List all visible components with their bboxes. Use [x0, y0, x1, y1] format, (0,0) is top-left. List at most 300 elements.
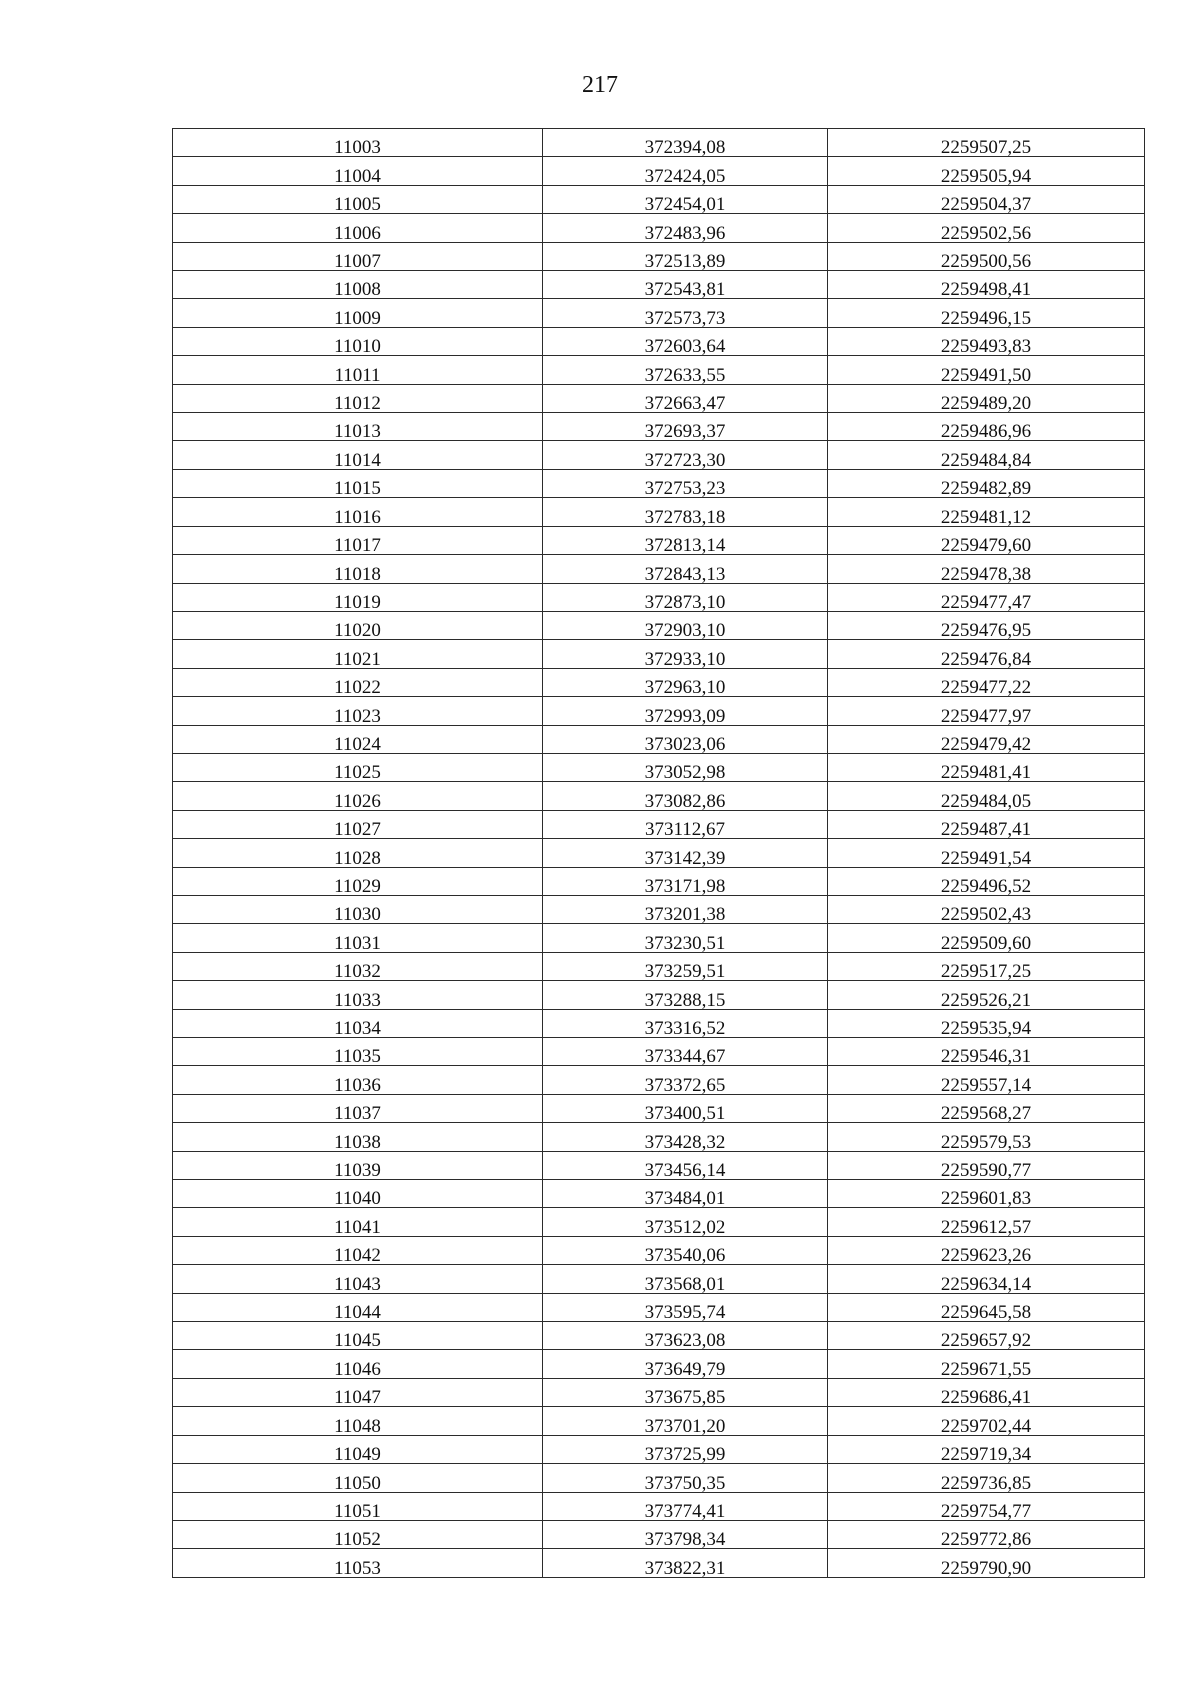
point-number-cell — [173, 1549, 543, 1577]
table-row — [173, 299, 1145, 327]
cell-text: 11038 — [334, 1131, 381, 1153]
cell-text: 11030 — [334, 904, 381, 926]
point-number-cell — [173, 1520, 543, 1551]
cell-text: 373142,39 — [644, 847, 726, 869]
y-coordinate-cell — [828, 810, 1145, 841]
table-row — [173, 867, 1145, 895]
cell-text: 372573,73 — [644, 307, 726, 329]
y-coordinate-cell — [828, 129, 1145, 157]
table-row — [173, 583, 1145, 611]
cell-text: 372454,01 — [644, 194, 726, 216]
point-number-cell — [173, 1322, 543, 1350]
cell-text: 11044 — [334, 1302, 381, 1324]
x-coordinate-cell — [543, 668, 828, 699]
cell-text: 2259579,53 — [940, 1131, 1032, 1153]
x-coordinate-cell — [543, 611, 828, 642]
y-coordinate-cell — [828, 697, 1145, 725]
cell-text: 2259500,56 — [940, 251, 1032, 273]
y-coordinate-cell — [828, 952, 1145, 983]
x-coordinate-cell — [543, 356, 828, 384]
cell-text: 11022 — [334, 677, 381, 699]
point-number-cell — [173, 725, 543, 753]
x-coordinate-cell — [543, 1038, 828, 1066]
x-coordinate-cell — [543, 1236, 828, 1267]
y-coordinate-cell — [828, 1549, 1145, 1577]
table-row — [173, 640, 1145, 668]
cell-text: 11025 — [334, 762, 381, 784]
y-coordinate-cell — [828, 185, 1145, 216]
cell-text: 11048 — [334, 1415, 381, 1437]
table-row — [173, 1236, 1145, 1264]
cell-text: 373512,02 — [644, 1216, 726, 1238]
x-coordinate-cell — [543, 299, 828, 327]
x-coordinate-cell — [543, 441, 828, 469]
y-coordinate-cell — [828, 1123, 1145, 1151]
cell-text: 373701,20 — [644, 1415, 726, 1437]
y-coordinate-cell — [828, 526, 1145, 557]
table-row — [173, 413, 1145, 441]
y-coordinate-cell — [828, 1520, 1145, 1551]
x-coordinate-cell — [543, 583, 828, 611]
table-row — [173, 1378, 1145, 1406]
table-row — [173, 782, 1145, 810]
cell-text: 11014 — [334, 449, 381, 471]
point-number-cell — [173, 271, 543, 299]
cell-text: 11005 — [334, 194, 381, 216]
x-coordinate-cell — [543, 327, 828, 358]
point-number-cell — [173, 1464, 543, 1492]
cell-text: 2259702,44 — [940, 1415, 1032, 1437]
x-coordinate-cell — [543, 384, 828, 415]
cell-text: 2259479,42 — [940, 733, 1032, 755]
cell-text: 2259477,47 — [940, 591, 1032, 613]
point-number-cell — [173, 441, 543, 469]
cell-text: 11043 — [334, 1273, 381, 1295]
x-coordinate-cell — [543, 1378, 828, 1409]
table-row — [173, 185, 1145, 213]
x-coordinate-cell — [543, 469, 828, 500]
y-coordinate-cell — [828, 555, 1145, 583]
y-coordinate-cell — [828, 924, 1145, 952]
cell-text: 2259623,26 — [940, 1245, 1032, 1267]
point-number-cell — [173, 981, 543, 1009]
table-row — [173, 469, 1145, 497]
y-coordinate-cell — [828, 867, 1145, 895]
table-row — [173, 1180, 1145, 1208]
cell-text: 11004 — [334, 165, 381, 187]
cell-text: 11023 — [334, 705, 381, 727]
y-coordinate-cell — [828, 384, 1145, 415]
point-number-cell — [173, 413, 543, 441]
y-coordinate-cell — [828, 356, 1145, 384]
cell-text: 11018 — [334, 563, 381, 585]
cell-text: 2259645,58 — [940, 1302, 1032, 1324]
point-number-cell — [173, 1123, 543, 1151]
cell-text: 372424,05 — [644, 165, 726, 187]
cell-text: 2259498,41 — [940, 279, 1032, 301]
cell-text: 11052 — [334, 1529, 381, 1551]
table-row — [173, 697, 1145, 725]
x-coordinate-cell — [543, 981, 828, 1009]
y-coordinate-cell — [828, 1378, 1145, 1409]
cell-text: 11024 — [334, 733, 381, 755]
point-number-cell — [173, 583, 543, 611]
cell-text: 2259790,90 — [940, 1557, 1032, 1579]
cell-text: 11050 — [334, 1472, 381, 1494]
x-coordinate-cell — [543, 924, 828, 952]
point-number-cell — [173, 185, 543, 216]
x-coordinate-cell — [543, 1123, 828, 1151]
x-coordinate-cell — [543, 1293, 828, 1324]
cell-text: 372753,23 — [644, 478, 726, 500]
cell-text: 372963,10 — [644, 677, 726, 699]
x-coordinate-cell — [543, 753, 828, 784]
cell-text: 372843,13 — [644, 563, 726, 585]
x-coordinate-cell — [543, 1066, 828, 1094]
y-coordinate-cell — [828, 839, 1145, 867]
point-number-cell — [173, 753, 543, 784]
cell-text: 373316,52 — [644, 1018, 726, 1039]
cell-text: 2259736,85 — [940, 1472, 1032, 1494]
table-row — [173, 753, 1145, 781]
table-row — [173, 1009, 1145, 1037]
cell-text: 2259754,77 — [940, 1500, 1032, 1522]
cell-text: 2259507,25 — [940, 137, 1032, 159]
table-row — [173, 1265, 1145, 1293]
cell-text: 373568,01 — [644, 1273, 726, 1295]
x-coordinate-cell — [543, 498, 828, 526]
cell-text: 373288,15 — [644, 989, 726, 1011]
x-coordinate-cell — [543, 640, 828, 668]
point-number-cell — [173, 242, 543, 273]
y-coordinate-cell — [828, 1293, 1145, 1324]
cell-text: 2259496,52 — [940, 875, 1032, 897]
cell-text: 372633,55 — [644, 364, 726, 386]
y-coordinate-cell — [828, 242, 1145, 273]
cell-text: 11003 — [334, 137, 381, 159]
cell-text: 11017 — [334, 535, 381, 557]
cell-text: 11020 — [334, 620, 381, 642]
x-coordinate-cell — [543, 526, 828, 557]
point-number-cell — [173, 924, 543, 952]
cell-text: 2259535,94 — [940, 1018, 1032, 1039]
cell-text: 372693,37 — [644, 421, 726, 443]
y-coordinate-cell — [828, 1492, 1145, 1520]
table-row — [173, 384, 1145, 412]
point-number-cell — [173, 498, 543, 526]
cell-text: 372394,08 — [644, 137, 726, 159]
coordinates-table — [172, 128, 1145, 1578]
x-coordinate-cell — [543, 839, 828, 867]
table-row — [173, 895, 1145, 923]
cell-text: 2259489,20 — [940, 393, 1032, 415]
y-coordinate-cell — [828, 1151, 1145, 1182]
x-coordinate-cell — [543, 1464, 828, 1492]
point-number-cell — [173, 1435, 543, 1466]
x-coordinate-cell — [543, 271, 828, 299]
cell-text: 2259484,05 — [940, 790, 1032, 812]
y-coordinate-cell — [828, 1236, 1145, 1267]
table-row — [173, 1407, 1145, 1435]
y-coordinate-cell — [828, 1094, 1145, 1125]
coordinates-table-body — [173, 129, 1145, 1578]
point-number-cell — [173, 697, 543, 725]
cell-text: 372813,14 — [644, 535, 726, 557]
x-coordinate-cell — [543, 782, 828, 810]
cell-text: 373456,14 — [644, 1160, 726, 1182]
y-coordinate-cell — [828, 413, 1145, 441]
point-number-cell — [173, 867, 543, 895]
y-coordinate-cell — [828, 1208, 1145, 1236]
point-number-cell — [173, 157, 543, 185]
y-coordinate-cell — [828, 753, 1145, 784]
cell-text: 372513,89 — [644, 251, 726, 273]
table-row — [173, 1094, 1145, 1122]
cell-text: 11015 — [334, 478, 381, 500]
cell-text: 2259502,43 — [940, 904, 1032, 926]
table-row — [173, 1322, 1145, 1350]
cell-text: 11012 — [334, 393, 381, 415]
x-coordinate-cell — [543, 1208, 828, 1236]
table-row — [173, 725, 1145, 753]
cell-text: 373595,74 — [644, 1302, 726, 1324]
cell-text: 2259546,31 — [940, 1046, 1032, 1068]
y-coordinate-cell — [828, 1407, 1145, 1435]
cell-text: 2259491,54 — [940, 847, 1032, 869]
point-number-cell — [173, 214, 543, 242]
table-row — [173, 1464, 1145, 1492]
cell-text: 2259686,41 — [940, 1387, 1032, 1409]
y-coordinate-cell — [828, 668, 1145, 699]
x-coordinate-cell — [543, 1435, 828, 1466]
cell-text: 372723,30 — [644, 449, 726, 471]
cell-text: 2259476,84 — [940, 648, 1032, 670]
cell-text: 11016 — [334, 506, 381, 528]
cell-text: 2259477,22 — [940, 677, 1032, 699]
cell-text: 372873,10 — [644, 591, 726, 613]
y-coordinate-cell — [828, 469, 1145, 500]
cell-text: 11007 — [334, 251, 381, 273]
cell-text: 11049 — [334, 1444, 381, 1466]
point-number-cell — [173, 668, 543, 699]
point-number-cell — [173, 952, 543, 983]
cell-text: 11040 — [334, 1188, 381, 1210]
point-number-cell — [173, 1066, 543, 1094]
table-row — [173, 1123, 1145, 1151]
point-number-cell — [173, 1180, 543, 1208]
point-number-cell — [173, 299, 543, 327]
cell-text: 11047 — [334, 1387, 381, 1409]
cell-text: 2259478,38 — [940, 563, 1032, 585]
table-row — [173, 1520, 1145, 1548]
cell-text: 11021 — [334, 648, 381, 670]
cell-text: 2259479,60 — [940, 535, 1032, 557]
y-coordinate-cell — [828, 1265, 1145, 1293]
cell-text: 372603,64 — [644, 336, 726, 358]
y-coordinate-cell — [828, 1038, 1145, 1066]
table-row — [173, 1549, 1145, 1577]
table-row — [173, 555, 1145, 583]
cell-text: 2259487,41 — [940, 819, 1032, 841]
cell-text: 372783,18 — [644, 506, 726, 528]
cell-text: 2259568,27 — [940, 1103, 1032, 1125]
cell-text: 2259509,60 — [940, 932, 1032, 954]
x-coordinate-cell — [543, 555, 828, 583]
point-number-cell — [173, 1208, 543, 1236]
table-row — [173, 157, 1145, 185]
x-coordinate-cell — [543, 242, 828, 273]
point-number-cell — [173, 1293, 543, 1324]
y-coordinate-cell — [828, 441, 1145, 469]
cell-text: 372933,10 — [644, 648, 726, 670]
cell-text: 2259484,84 — [940, 449, 1032, 471]
y-coordinate-cell — [828, 640, 1145, 668]
cell-text: 2259517,25 — [940, 961, 1032, 983]
point-number-cell — [173, 1038, 543, 1066]
x-coordinate-cell — [543, 1407, 828, 1435]
table-row — [173, 1435, 1145, 1463]
cell-text: 373428,32 — [644, 1131, 726, 1153]
cell-text: 2259634,14 — [940, 1273, 1032, 1295]
cell-text: 2259481,12 — [940, 506, 1032, 528]
cell-text: 2259504,37 — [940, 194, 1032, 216]
cell-text: 11053 — [334, 1557, 381, 1579]
cell-text: 11027 — [334, 819, 381, 841]
y-coordinate-cell — [828, 611, 1145, 642]
cell-text: 372543,81 — [644, 279, 726, 301]
cell-text: 373112,67 — [644, 819, 726, 841]
y-coordinate-cell — [828, 271, 1145, 299]
cell-text: 2259612,57 — [940, 1216, 1032, 1238]
x-coordinate-cell — [543, 1549, 828, 1577]
cell-text: 11033 — [334, 989, 381, 1011]
cell-text: 2259526,21 — [940, 989, 1032, 1011]
table-row — [173, 1151, 1145, 1179]
x-coordinate-cell — [543, 867, 828, 895]
x-coordinate-cell — [543, 129, 828, 157]
table-row — [173, 1038, 1145, 1066]
x-coordinate-cell — [543, 1492, 828, 1520]
table-row — [173, 668, 1145, 696]
cell-text: 11039 — [334, 1160, 381, 1182]
x-coordinate-cell — [543, 1265, 828, 1293]
point-number-cell — [173, 356, 543, 384]
point-number-cell — [173, 1350, 543, 1378]
point-number-cell — [173, 782, 543, 810]
cell-text: 2259671,55 — [940, 1358, 1032, 1380]
y-coordinate-cell — [828, 981, 1145, 1009]
x-coordinate-cell — [543, 413, 828, 441]
cell-text: 11034 — [334, 1018, 381, 1039]
cell-text: 11035 — [334, 1046, 381, 1068]
cell-text: 2259557,14 — [940, 1074, 1032, 1096]
point-number-cell — [173, 469, 543, 500]
cell-text: 373750,35 — [644, 1472, 726, 1494]
cell-text: 11010 — [334, 336, 381, 358]
x-coordinate-cell — [543, 214, 828, 242]
cell-text: 11011 — [334, 364, 381, 386]
table-row — [173, 924, 1145, 952]
cell-text: 11041 — [334, 1216, 381, 1238]
point-number-cell — [173, 555, 543, 583]
point-number-cell — [173, 526, 543, 557]
cell-text: 373649,79 — [644, 1358, 726, 1380]
cell-text: 373230,51 — [644, 932, 726, 954]
x-coordinate-cell — [543, 952, 828, 983]
y-coordinate-cell — [828, 782, 1145, 810]
cell-text: 373675,85 — [644, 1387, 726, 1409]
cell-text: 11042 — [334, 1245, 381, 1267]
cell-text: 11036 — [334, 1074, 381, 1096]
point-number-cell — [173, 1151, 543, 1182]
table-row — [173, 839, 1145, 867]
x-coordinate-cell — [543, 1322, 828, 1350]
table-row — [173, 526, 1145, 554]
cell-text: 372993,09 — [644, 705, 726, 727]
table-row — [173, 356, 1145, 384]
cell-text: 2259482,89 — [940, 478, 1032, 500]
x-coordinate-cell — [543, 157, 828, 185]
cell-text: 373171,98 — [644, 875, 726, 897]
cell-text: 373798,34 — [644, 1529, 726, 1551]
cell-text: 2259491,50 — [940, 364, 1032, 386]
cell-text: 11046 — [334, 1358, 381, 1380]
cell-text: 2259477,97 — [940, 705, 1032, 727]
table-row — [173, 441, 1145, 469]
x-coordinate-cell — [543, 1094, 828, 1125]
cell-text: 11037 — [334, 1103, 381, 1125]
cell-text: 11026 — [334, 790, 381, 812]
cell-text: 11009 — [334, 307, 381, 329]
cell-text: 373201,38 — [644, 904, 726, 926]
x-coordinate-cell — [543, 725, 828, 753]
point-number-cell — [173, 129, 543, 157]
y-coordinate-cell — [828, 214, 1145, 242]
cell-text: 2259496,15 — [940, 307, 1032, 329]
table-row — [173, 1492, 1145, 1520]
cell-text: 2259719,34 — [940, 1444, 1032, 1466]
y-coordinate-cell — [828, 1435, 1145, 1466]
cell-text: 11032 — [334, 961, 381, 983]
cell-text: 373400,51 — [644, 1103, 726, 1125]
table-row — [173, 981, 1145, 1009]
table-row — [173, 271, 1145, 299]
cell-text: 373259,51 — [644, 961, 726, 983]
x-coordinate-cell — [543, 1009, 828, 1037]
y-coordinate-cell — [828, 327, 1145, 358]
cell-text: 373372,65 — [644, 1074, 726, 1096]
y-coordinate-cell — [828, 299, 1145, 327]
table-row — [173, 1208, 1145, 1236]
cell-text: 11008 — [334, 279, 381, 301]
table-row — [173, 611, 1145, 639]
y-coordinate-cell — [828, 895, 1145, 926]
cell-text: 373623,08 — [644, 1330, 726, 1352]
table-row — [173, 1066, 1145, 1094]
table-row — [173, 952, 1145, 980]
cell-text: 372483,96 — [644, 222, 726, 244]
point-number-cell — [173, 1378, 543, 1409]
cell-text: 373052,98 — [644, 762, 726, 784]
cell-text: 2259505,94 — [940, 165, 1032, 187]
cell-text: 373774,41 — [644, 1500, 726, 1522]
x-coordinate-cell — [543, 810, 828, 841]
point-number-cell — [173, 1009, 543, 1037]
cell-text: 2259486,96 — [940, 421, 1032, 443]
cell-text: 373484,01 — [644, 1188, 726, 1210]
y-coordinate-cell — [828, 1322, 1145, 1350]
cell-text: 11031 — [334, 932, 381, 954]
